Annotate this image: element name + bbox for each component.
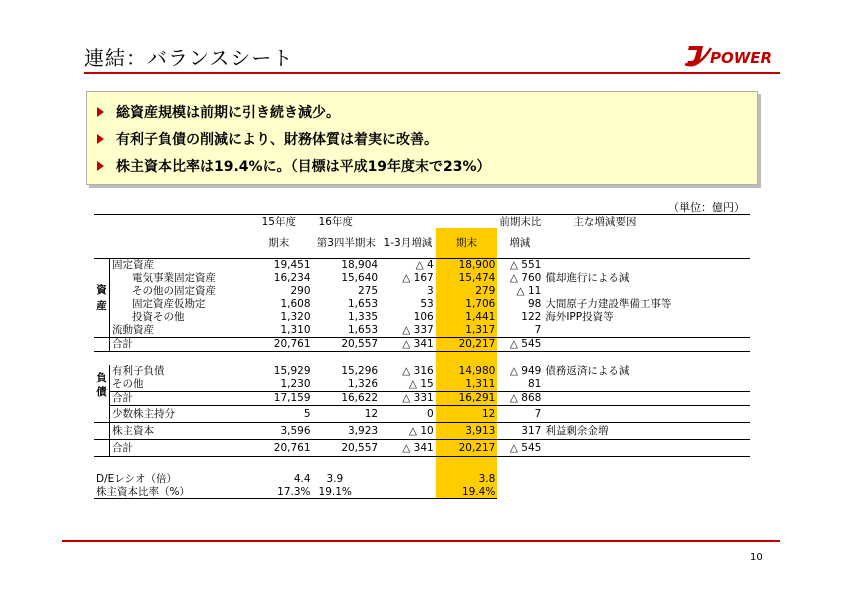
- page-number: 10: [750, 552, 763, 563]
- summary-point: [97, 152, 747, 179]
- header-q1-3: 1-3月増減: [380, 228, 436, 258]
- footer-rule: [62, 540, 780, 542]
- bullet-arrow-icon: [97, 161, 104, 171]
- summary-text: 総資産規模は前期に引き続き減少。: [116, 104, 340, 121]
- section-assets: 資産: [96, 283, 107, 312]
- summary-text: 株主資本比率は19.4%に。（目標は平成19年度末で23%）: [116, 158, 491, 175]
- ratio-row: D/Eレシオ（倍） 4.4 3.9 3.8: [96, 472, 496, 485]
- balance-sheet-table: [94, 214, 750, 499]
- table-row: 負債 有利子負債 15,929 15,296 △ 316 14,980 △ 949 債務返済による減: [94, 365, 750, 378]
- ratio-row: 株主資本比率（%） 17.3% 19.1% 19.4%: [96, 485, 496, 498]
- summary-point: [97, 125, 747, 152]
- table-spacer: [94, 351, 750, 365]
- header-period-end: 期末: [245, 228, 313, 258]
- summary-box: [86, 91, 758, 185]
- jpower-logo: [683, 40, 783, 70]
- table-row: 少数株主持分 5 12 0 12 7: [94, 405, 750, 422]
- summary-point: [97, 98, 747, 125]
- page-title: 連結：バランスシート: [84, 46, 294, 70]
- table-row: 投資その他 1,320 1,335 106 1,441 122 海外IPP投資等: [94, 311, 750, 324]
- bullet-arrow-icon: [97, 107, 104, 117]
- header-fy16: 16年度: [313, 215, 498, 229]
- table-row: その他の固定資産 290 275 3 279 △ 11: [94, 285, 750, 298]
- header-prev-compare: 前期末比: [499, 215, 542, 228]
- header-row-2: [94, 228, 750, 258]
- logo-text: POWER: [710, 49, 773, 67]
- table-row: その他 1,230 1,326 △ 15 1,311 81: [94, 378, 750, 392]
- header-reasons: 主な増減要因: [543, 215, 750, 229]
- table-row: 固定資産仮勘定 1,608 1,653 53 1,706 98 大間原子力建設準備工事等: [94, 298, 750, 311]
- title-rule: [84, 72, 780, 74]
- table-row: 資産 固定資産 19,451 18,904 △ 4 18,900 △ 551: [94, 258, 750, 272]
- table-row: 電気事業固定資産 16,234 15,640 △ 167 15,474 △ 760 償却進行による減: [94, 272, 750, 285]
- jpower-logo-icon: [683, 40, 783, 70]
- header-fy15: 15年度: [245, 215, 313, 229]
- table-row-total: 合計 20,761 20,557 △ 341 20,217 △ 545: [94, 439, 750, 456]
- header-period-end-16: 期末: [436, 228, 498, 258]
- table-row: 株主資本 3,596 3,923 △ 10 3,913 317 利益剰余金増: [94, 422, 750, 439]
- bullet-arrow-icon: [97, 134, 104, 144]
- table-spacer: [94, 456, 750, 472]
- section-liabilities: 負債: [96, 371, 107, 398]
- header-q3: 第3四半期末: [313, 228, 381, 258]
- table-row: 流動資産 1,310 1,653 △ 337 1,317 7: [94, 324, 750, 338]
- header-row-1: [94, 215, 750, 229]
- table-row-total: 合計 17,159 16,622 △ 331 16,291 △ 868: [94, 391, 750, 405]
- header-change: 増減: [497, 228, 543, 258]
- table-row-total: 合計 20,761 20,557 △ 341 20,217 △ 545: [94, 337, 750, 351]
- unit-note: （単位：億円）: [668, 201, 745, 214]
- summary-text: 有利子負債の削減により、財務体質は着実に改善。: [116, 131, 438, 148]
